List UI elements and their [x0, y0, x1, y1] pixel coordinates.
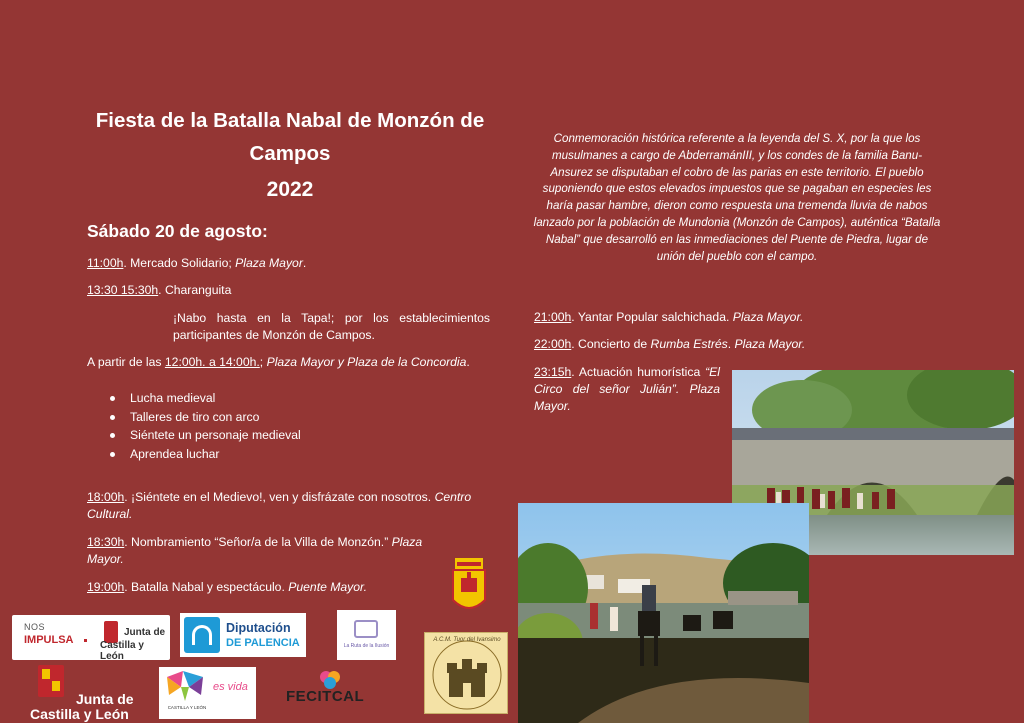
schedule-item: 18:00h. ¡Siéntete en el Medievo!, ven y disfrázate con nosotros. Centro Cultural.: [87, 490, 472, 521]
monzon-coat-of-arms: [449, 556, 489, 618]
schedule-item: 13:30 15:30h. Charanguita: [87, 283, 232, 297]
nos-impulsa-logo: NOS IMPULSA Junta de Castilla y León: [12, 615, 170, 660]
item-time: 18:30h: [87, 535, 125, 549]
item-time: 22:00h: [534, 337, 572, 351]
acm-logo: A.C.M. Tuor del Ivansimo: [424, 632, 508, 714]
list-item: Aprendea luchar: [130, 445, 301, 464]
fecitcal-logo: FECITCAL: [283, 669, 383, 709]
schedule-item: 21:00h. Yantar Popular salchichada. Plaza Mayor.: [534, 310, 804, 324]
schedule-item: 11:00h. Mercado Solidario; Plaza Mayor.: [87, 256, 307, 270]
tapa-text: ¡Nabo hasta en la Tapa!; por los establecimientos participantes de Monzón de Campos.: [173, 311, 490, 342]
item-time: 21:00h: [534, 310, 572, 324]
horses-photo: [518, 503, 809, 723]
item-time: 13:30 15:30h: [87, 283, 159, 297]
castilla-leon-es-vida-logo: es vida CASTILLA Y LEÓN: [159, 667, 256, 719]
diputacion-icon: [184, 617, 220, 653]
ruta-ilusion-logo: La Ruta de la Ilusión: [337, 610, 396, 660]
item-time: 18:00h: [87, 490, 125, 504]
list-item: Talleres de tiro con arco: [130, 408, 301, 427]
diputacion-logo: Diputación DE PALENCIA: [180, 613, 306, 657]
list-item: Siéntete un personaje medieval: [130, 426, 301, 445]
schedule-item: 18:30h. Nombramiento “Señor/a de la Villa de Monzón.” Plaza Mayor.: [87, 535, 423, 566]
schedule-item: 22:00h. Concierto de Rumba Estrés. Plaza Mayor.: [534, 337, 806, 351]
activity-list: [130, 389, 301, 463]
item-time: 12:00h. a 14:00h.: [164, 355, 260, 369]
page-title: Fiesta de la Batalla Nabal de Monzón de Campos: [95, 109, 485, 165]
item-time: 23:15h: [534, 365, 572, 379]
coat-of-arms-icon: [38, 665, 64, 697]
schedule-item: 23:15h. Actuación humorística “El Circo del señor Julián”. Plaza Mayor.: [534, 365, 720, 413]
item-time: 19:00h: [87, 580, 125, 594]
schedule-item: 19:00h. Batalla Nabal y espectáculo. Puente Mayor.: [87, 580, 368, 594]
event-day: Sábado 20 de agosto:: [87, 221, 268, 241]
list-item: Lucha medieval: [130, 389, 301, 408]
intro-text: Conmemoración histórica referente a la leyenda del S. X, por la que los musulmanes a cargo de AbderramánIII, y los condes de la familia Banu-Ansurez se disputaban el cobro de las parias en este territorio. El pueblo suponiendo que estos elevados impuestos que se pagaban en especies les haría pasar hambre, dieron como respuesta una tremenda lluvia de nabos lanzado por la población de Mundonia (Monzón de Campos), auténtica “Batalla Nabal” que desarrolló en las inmediaciones del Puente de Piedra, lugar de unión del pueblo con el campo.: [533, 132, 941, 263]
junta-cyl-logo: Junta de Castilla y León: [30, 665, 160, 721]
castle-icon: [354, 620, 378, 638]
item-time: 11:00h: [87, 256, 124, 270]
schedule-item: A partir de las 12:00h. a 14:00h.; Plaza Mayor y Plaza de la Concordia.: [87, 355, 470, 369]
event-year: 2022: [266, 178, 314, 201]
